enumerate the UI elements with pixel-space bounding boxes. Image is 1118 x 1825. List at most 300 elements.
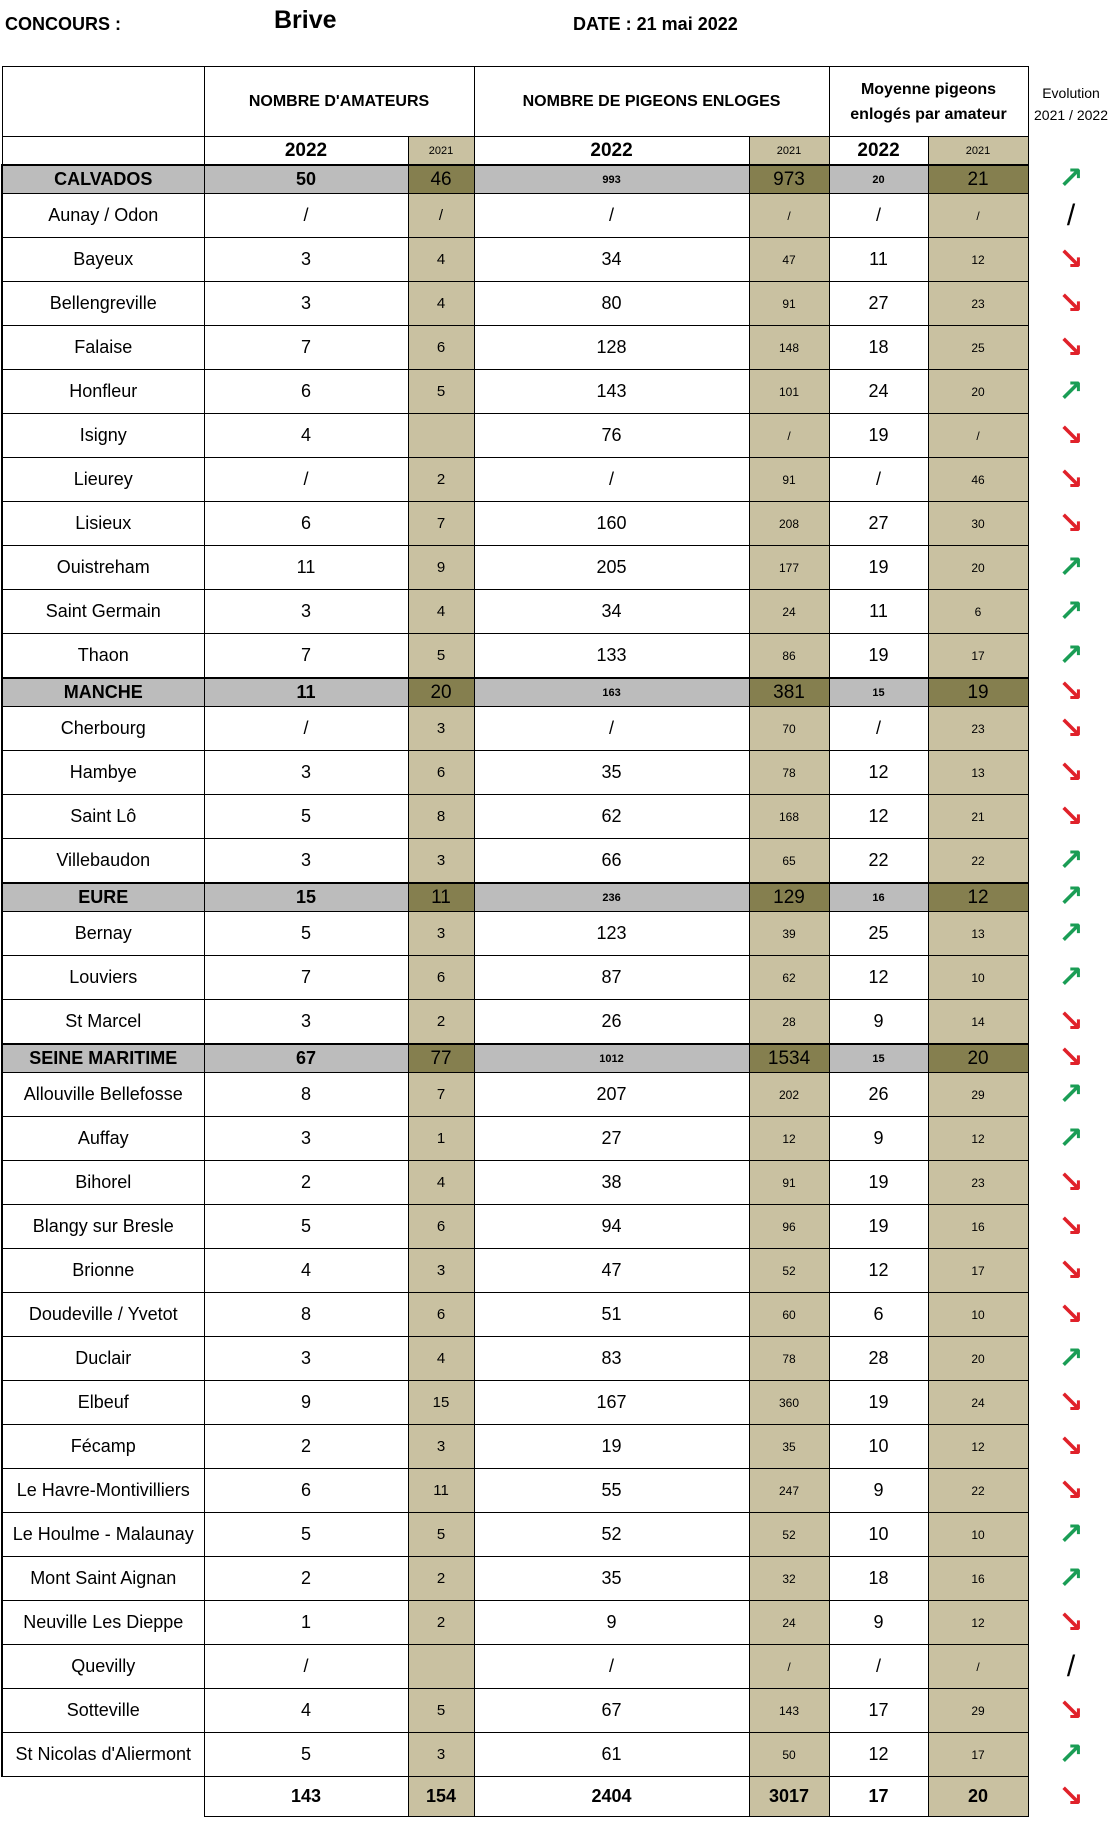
cell-amateurs-2022: 7	[204, 956, 408, 1000]
table-row	[2, 370, 1028, 414]
cell-name: Sotteville	[2, 1689, 204, 1733]
cell-name: Ouistreham	[2, 546, 204, 590]
cell-moyenne-2022: 12	[829, 1249, 928, 1293]
table-row	[2, 502, 1028, 546]
cell-moyenne-2021: 20	[928, 1044, 1028, 1073]
cell-name: Le Houlme - Malaunay	[2, 1513, 204, 1557]
cell-pigeons-2021: 52	[749, 1249, 829, 1293]
arrow-down-right-icon: ↘	[1058, 418, 1084, 452]
arrow-up-right-icon: ↗	[1058, 1077, 1084, 1111]
cell-moyenne-2022: 19	[829, 1381, 928, 1425]
table-row	[2, 634, 1028, 679]
cell-amateurs-2021: 46	[408, 165, 474, 194]
cell-moyenne-2022: /	[829, 707, 928, 751]
header-moyenne-line1: Moyenne pigeons	[860, 80, 997, 98]
cell-pigeons-2021: 208	[749, 502, 829, 546]
cell-amateurs-2022: 6	[204, 1469, 408, 1513]
cell-name: Falaise	[2, 326, 204, 370]
cell-amateurs-2022: 11	[204, 546, 408, 590]
cell-amateurs-2022: 4	[204, 1689, 408, 1733]
cell-moyenne-2022: 18	[829, 326, 928, 370]
cell-name: Saint Germain	[2, 590, 204, 634]
year-header-row	[2, 137, 1028, 166]
cell-name: Bayeux	[2, 238, 204, 282]
cell-pigeons-2022: 128	[474, 326, 749, 370]
cell-name: Quevilly	[2, 1645, 204, 1689]
cell-moyenne-2022: 22	[829, 839, 928, 884]
arrow-up-right-icon: ↗	[1058, 1341, 1084, 1375]
arrow-down-right-icon: ↘	[1058, 711, 1084, 745]
cell-pigeons-2021: 52	[749, 1513, 829, 1557]
arrow-up-right-icon: ↗	[1058, 550, 1084, 584]
group-row	[2, 1044, 1028, 1073]
cell-moyenne-2022: 28	[829, 1337, 928, 1381]
cell-amateurs-2021: 4	[408, 1337, 474, 1381]
cell-moyenne-2021: 6	[928, 590, 1028, 634]
table-row	[2, 1337, 1028, 1381]
cell-amateurs-2021	[408, 414, 474, 458]
arrow-up-right-icon: ↗	[1058, 638, 1084, 672]
arrow-down-right-icon: ↘	[1058, 675, 1084, 708]
cell-pigeons-2021: 78	[749, 751, 829, 795]
cell-amateurs-2021: 7	[408, 502, 474, 546]
cell-amateurs-2022: 9	[204, 1381, 408, 1425]
cell-pigeons-2022: 1012	[474, 1044, 749, 1073]
cell-name: Duclair	[2, 1337, 204, 1381]
cell-name: Bihorel	[2, 1161, 204, 1205]
table-row	[2, 1425, 1028, 1469]
cell-pigeons-2021: 973	[749, 165, 829, 194]
table-row	[2, 1073, 1028, 1117]
cell-amateurs-2022: 4	[204, 1249, 408, 1293]
cell-name: Hambye	[2, 751, 204, 795]
arrow-down-right-icon: ↘	[1058, 1385, 1084, 1419]
table-row	[2, 1117, 1028, 1161]
cell-moyenne-2021: 23	[928, 282, 1028, 326]
arrow-down-right-icon: ↘	[1058, 462, 1084, 496]
cell-pigeons-2022: 27	[474, 1117, 749, 1161]
concours-label: CONCOURS :	[5, 14, 121, 34]
cell-moyenne-2022: 10	[829, 1513, 928, 1557]
cell-amateurs-2021: 6	[408, 1293, 474, 1337]
cell-amateurs-2022: 7	[204, 326, 408, 370]
table-row	[2, 282, 1028, 326]
table-row	[2, 839, 1028, 884]
arrow-up-right-icon: ↗	[1058, 594, 1084, 628]
cell-amateurs-2022: 3	[204, 751, 408, 795]
cell-moyenne-2021: 14	[928, 1000, 1028, 1045]
cell-moyenne-2021: /	[928, 1645, 1028, 1689]
cell-amateurs-2021: 4	[408, 590, 474, 634]
cell-pigeons-2021: 78	[749, 1337, 829, 1381]
cell-pigeons-2021: 143	[749, 1689, 829, 1733]
cell-name: Lieurey	[2, 458, 204, 502]
cell-pigeons-2021: 148	[749, 326, 829, 370]
cell-amateurs-2021: /	[408, 194, 474, 238]
cell-amateurs-2022: 67	[204, 1044, 408, 1073]
cell-moyenne-2021: 20	[928, 1337, 1028, 1381]
cell-pigeons-2022: 2404	[474, 1777, 749, 1817]
arrow-up-right-icon: ↗	[1058, 916, 1084, 950]
evolution-column	[1024, 0, 1118, 1825]
cell-name: Bernay	[2, 912, 204, 956]
cell-name: Aunay / Odon	[2, 194, 204, 238]
cell-amateurs-2022: 2	[204, 1557, 408, 1601]
cell-amateurs-2021: 6	[408, 326, 474, 370]
arrow-down-right-icon: ↘	[1058, 242, 1084, 276]
cell-name: Thaon	[2, 634, 204, 679]
cell-name: Mont Saint Aignan	[2, 1557, 204, 1601]
cell-moyenne-2022: 19	[829, 1205, 928, 1249]
table-row	[2, 458, 1028, 502]
cell-name: EURE	[2, 883, 204, 912]
cell-name: MANCHE	[2, 678, 204, 707]
cell-amateurs-2022: 3	[204, 1117, 408, 1161]
cell-pigeons-2022: /	[474, 1645, 749, 1689]
arrow-down-right-icon: ↘	[1058, 1253, 1084, 1287]
cell-pigeons-2021: 177	[749, 546, 829, 590]
arrow-up-right-icon: ↗	[1058, 960, 1084, 994]
arrow-down-right-icon: ↘	[1058, 755, 1084, 789]
arrow-down-right-icon: ↘	[1058, 1041, 1084, 1074]
cell-pigeons-2021: 96	[749, 1205, 829, 1249]
table-row	[2, 1645, 1028, 1689]
cell-name: Lisieux	[2, 502, 204, 546]
cell-moyenne-2022: 17	[829, 1777, 928, 1817]
year-amateurs-2021: 2021	[408, 137, 474, 166]
table-row	[2, 238, 1028, 282]
total-row	[2, 1777, 1028, 1817]
cell-amateurs-2022: 6	[204, 370, 408, 414]
cell-amateurs-2021: 11	[408, 1469, 474, 1513]
cell-amateurs-2022: 11	[204, 678, 408, 707]
arrow-down-right-icon: ↘	[1058, 1693, 1084, 1727]
cell-moyenne-2022: 9	[829, 1469, 928, 1513]
cell-amateurs-2021: 4	[408, 282, 474, 326]
cell-amateurs-2021: 5	[408, 370, 474, 414]
cell-pigeons-2022: /	[474, 194, 749, 238]
header-pigeons: NOMBRE DE PIGEONS ENLOGES	[474, 67, 829, 137]
year-moyenne-2021: 2021	[928, 137, 1028, 166]
cell-amateurs-2021: 154	[408, 1777, 474, 1817]
table-row	[2, 1733, 1028, 1777]
arrow-down-right-icon: ↘	[1058, 1165, 1084, 1199]
cell-pigeons-2022: 236	[474, 883, 749, 912]
cell-name: CALVADOS	[2, 165, 204, 194]
cell-moyenne-2022: 15	[829, 678, 928, 707]
cell-amateurs-2021: 2	[408, 1000, 474, 1045]
cell-amateurs-2022: 3	[204, 590, 408, 634]
arrow-down-right-icon: ↘	[1058, 1605, 1084, 1639]
cell-name: Honfleur	[2, 370, 204, 414]
cell-amateurs-2022: 50	[204, 165, 408, 194]
cell-pigeons-2022: 993	[474, 165, 749, 194]
cell-amateurs-2022: 3	[204, 282, 408, 326]
cell-amateurs-2022: 3	[204, 839, 408, 884]
cell-amateurs-2021: 2	[408, 1601, 474, 1645]
cell-name: Saint Lô	[2, 795, 204, 839]
cell-pigeons-2022: 207	[474, 1073, 749, 1117]
arrow-down-right-icon: ↘	[1058, 1429, 1084, 1463]
cell-amateurs-2021: 6	[408, 956, 474, 1000]
cell-moyenne-2021: 29	[928, 1073, 1028, 1117]
cell-moyenne-2021: 21	[928, 165, 1028, 194]
cell-name: St Nicolas d'Aliermont	[2, 1733, 204, 1777]
year-blank	[2, 137, 204, 166]
cell-pigeons-2021: 247	[749, 1469, 829, 1513]
cell-pigeons-2022: 35	[474, 751, 749, 795]
cell-moyenne-2021: 20	[928, 546, 1028, 590]
cell-pigeons-2022: 67	[474, 1689, 749, 1733]
cell-moyenne-2022: 17	[829, 1689, 928, 1733]
concours-value: Brive	[274, 6, 337, 34]
cell-moyenne-2021: 12	[928, 1601, 1028, 1645]
cell-moyenne-2021: 17	[928, 1733, 1028, 1777]
cell-moyenne-2022: 16	[829, 883, 928, 912]
table-row	[2, 546, 1028, 590]
cell-pigeons-2021: 168	[749, 795, 829, 839]
cell-moyenne-2022: 11	[829, 238, 928, 282]
cell-pigeons-2022: 19	[474, 1425, 749, 1469]
cell-pigeons-2022: /	[474, 707, 749, 751]
table-row	[2, 1469, 1028, 1513]
arrow-up-right-icon: ↗	[1058, 1517, 1084, 1551]
group-row	[2, 678, 1028, 707]
cell-amateurs-2022: 2	[204, 1425, 408, 1469]
cell-pigeons-2021: 35	[749, 1425, 829, 1469]
cell-moyenne-2022: 15	[829, 1044, 928, 1073]
table-row	[2, 1293, 1028, 1337]
cell-moyenne-2021: 25	[928, 326, 1028, 370]
cell-name: Fécamp	[2, 1425, 204, 1469]
arrow-up-right-icon: ↗	[1058, 843, 1084, 877]
cell-pigeons-2022: 167	[474, 1381, 749, 1425]
cell-moyenne-2021: 13	[928, 912, 1028, 956]
cell-amateurs-2022: 5	[204, 1205, 408, 1249]
cell-pigeons-2022: 38	[474, 1161, 749, 1205]
table-row	[2, 1205, 1028, 1249]
cell-amateurs-2021: 3	[408, 1733, 474, 1777]
results-table	[1, 66, 1029, 1817]
cell-moyenne-2021: 22	[928, 1469, 1028, 1513]
cell-pigeons-2021: 24	[749, 1601, 829, 1645]
cell-moyenne-2022: 27	[829, 282, 928, 326]
evolution-header-line1: Evolution	[1042, 85, 1100, 101]
cell-pigeons-2022: 163	[474, 678, 749, 707]
cell-amateurs-2022: /	[204, 458, 408, 502]
year-amateurs-2022: 2022	[204, 137, 408, 166]
cell-moyenne-2022: 12	[829, 1733, 928, 1777]
cell-name: Auffay	[2, 1117, 204, 1161]
cell-amateurs-2021: 5	[408, 634, 474, 679]
cell-moyenne-2022: 12	[829, 751, 928, 795]
cell-moyenne-2022: 9	[829, 1117, 928, 1161]
cell-amateurs-2021: 5	[408, 1513, 474, 1557]
cell-amateurs-2021: 3	[408, 707, 474, 751]
cell-amateurs-2022: /	[204, 707, 408, 751]
cell-amateurs-2021: 2	[408, 458, 474, 502]
cell-name: Isigny	[2, 414, 204, 458]
cell-moyenne-2021: 12	[928, 883, 1028, 912]
cell-name: Blangy sur Bresle	[2, 1205, 204, 1249]
cell-pigeons-2021: 91	[749, 458, 829, 502]
cell-moyenne-2021: 24	[928, 1381, 1028, 1425]
cell-name: Allouville Bellefosse	[2, 1073, 204, 1117]
cell-moyenne-2021: 10	[928, 1513, 1028, 1557]
cell-name: Doudeville / Yvetot	[2, 1293, 204, 1337]
cell-pigeons-2021: 202	[749, 1073, 829, 1117]
cell-name: St Marcel	[2, 1000, 204, 1045]
cell-name: Louviers	[2, 956, 204, 1000]
cell-amateurs-2021: 20	[408, 678, 474, 707]
arrow-up-right-icon: ↗	[1058, 162, 1084, 195]
cell-pigeons-2021: 381	[749, 678, 829, 707]
cell-moyenne-2021: 12	[928, 1425, 1028, 1469]
cell-moyenne-2022: 26	[829, 1073, 928, 1117]
header-moyenne-line2: enlogés par amateur	[850, 105, 1007, 123]
cell-amateurs-2022: 6	[204, 502, 408, 546]
cell-amateurs-2021: 8	[408, 795, 474, 839]
cell-moyenne-2022: 25	[829, 912, 928, 956]
cell-amateurs-2022: 4	[204, 414, 408, 458]
group-row	[2, 165, 1028, 194]
cell-amateurs-2021: 11	[408, 883, 474, 912]
header-amateurs: NOMBRE D'AMATEURS	[204, 67, 474, 137]
cell-moyenne-2021: 17	[928, 1249, 1028, 1293]
cell-pigeons-2022: 133	[474, 634, 749, 679]
cell-moyenne-2022: 11	[829, 590, 928, 634]
cell-amateurs-2022: 5	[204, 912, 408, 956]
cell-moyenne-2022: 19	[829, 634, 928, 679]
cell-pigeons-2021: 86	[749, 634, 829, 679]
cell-pigeons-2021: 360	[749, 1381, 829, 1425]
cell-moyenne-2021: 16	[928, 1557, 1028, 1601]
cell-amateurs-2022: 3	[204, 1000, 408, 1045]
cell-moyenne-2022: 24	[829, 370, 928, 414]
cell-moyenne-2021: 46	[928, 458, 1028, 502]
arrow-down-right-icon: ↘	[1058, 1473, 1084, 1507]
cell-name: Bellengreville	[2, 282, 204, 326]
cell-pigeons-2021: 32	[749, 1557, 829, 1601]
table-row	[2, 707, 1028, 751]
cell-pigeons-2022: 35	[474, 1557, 749, 1601]
cell-amateurs-2021: 7	[408, 1073, 474, 1117]
table-row	[2, 795, 1028, 839]
cell-pigeons-2022: 62	[474, 795, 749, 839]
table-row	[2, 414, 1028, 458]
table-row	[2, 956, 1028, 1000]
cell-pigeons-2022: 26	[474, 1000, 749, 1045]
cell-moyenne-2022: 10	[829, 1425, 928, 1469]
cell-moyenne-2022: /	[829, 1645, 928, 1689]
cell-name: SEINE MARITIME	[2, 1044, 204, 1073]
arrow-down-right-icon: ↘	[1058, 330, 1084, 364]
cell-moyenne-2021: 30	[928, 502, 1028, 546]
cell-moyenne-2022: /	[829, 458, 928, 502]
cell-pigeons-2022: 34	[474, 238, 749, 282]
cell-pigeons-2022: 83	[474, 1337, 749, 1381]
cell-moyenne-2022: 9	[829, 1000, 928, 1045]
cell-amateurs-2022: 2	[204, 1161, 408, 1205]
cell-moyenne-2021: 29	[928, 1689, 1028, 1733]
cell-name: Cherbourg	[2, 707, 204, 751]
table-row	[2, 912, 1028, 956]
year-moyenne-2022: 2022	[829, 137, 928, 166]
cell-pigeons-2022: 160	[474, 502, 749, 546]
cell-pigeons-2021: /	[749, 1645, 829, 1689]
cell-moyenne-2021: 13	[928, 751, 1028, 795]
cell-pigeons-2022: 123	[474, 912, 749, 956]
cell-pigeons-2021: 91	[749, 282, 829, 326]
cell-pigeons-2022: 87	[474, 956, 749, 1000]
cell-moyenne-2022: /	[829, 194, 928, 238]
cell-amateurs-2021: 3	[408, 839, 474, 884]
cell-moyenne-2021: 10	[928, 1293, 1028, 1337]
cell-moyenne-2021: 16	[928, 1205, 1028, 1249]
cell-name: Villebaudon	[2, 839, 204, 884]
column-header-row	[2, 67, 1028, 137]
arrow-down-right-icon: ↘	[1058, 286, 1084, 320]
cell-amateurs-2021: 1	[408, 1117, 474, 1161]
cell-pigeons-2022: 47	[474, 1249, 749, 1293]
arrow-down-right-icon: ↘	[1058, 1004, 1084, 1038]
cell-amateurs-2021: 9	[408, 546, 474, 590]
table-row	[2, 1000, 1028, 1045]
arrow-up-right-icon: ↗	[1058, 880, 1084, 913]
date-label: DATE : 21 mai 2022	[573, 14, 738, 34]
table-row	[2, 1249, 1028, 1293]
cell-pigeons-2021: 65	[749, 839, 829, 884]
cell-amateurs-2021: 15	[408, 1381, 474, 1425]
header-blank	[2, 67, 204, 137]
cell-pigeons-2022: 61	[474, 1733, 749, 1777]
cell-moyenne-2021: 22	[928, 839, 1028, 884]
cell-moyenne-2022: 19	[829, 414, 928, 458]
cell-pigeons-2021: 101	[749, 370, 829, 414]
arrow-up-right-icon: ↗	[1058, 1737, 1084, 1771]
table-row	[2, 1601, 1028, 1645]
cell-pigeons-2021: 39	[749, 912, 829, 956]
cell-moyenne-2021: /	[928, 414, 1028, 458]
cell-pigeons-2022: 80	[474, 282, 749, 326]
cell-pigeons-2022: 34	[474, 590, 749, 634]
cell-amateurs-2022: 5	[204, 795, 408, 839]
cell-pigeons-2022: 143	[474, 370, 749, 414]
year-pigeons-2021: 2021	[749, 137, 829, 166]
cell-pigeons-2021: 91	[749, 1161, 829, 1205]
cell-pigeons-2022: 76	[474, 414, 749, 458]
cell-pigeons-2021: 60	[749, 1293, 829, 1337]
cell-moyenne-2022: 19	[829, 1161, 928, 1205]
slash-icon: /	[1066, 1649, 1076, 1683]
arrow-down-right-icon: ↘	[1058, 1297, 1084, 1331]
cell-moyenne-2022: 20	[829, 165, 928, 194]
cell-amateurs-2021: 2	[408, 1557, 474, 1601]
cell-amateurs-2021: 3	[408, 1249, 474, 1293]
cell-pigeons-2022: 205	[474, 546, 749, 590]
cell-amateurs-2021: 77	[408, 1044, 474, 1073]
cell-moyenne-2022: 19	[829, 546, 928, 590]
table-row	[2, 1161, 1028, 1205]
cell-amateurs-2021	[408, 1645, 474, 1689]
cell-amateurs-2022: 8	[204, 1073, 408, 1117]
cell-amateurs-2021: 3	[408, 912, 474, 956]
cell-amateurs-2021: 5	[408, 1689, 474, 1733]
table-row	[2, 1689, 1028, 1733]
cell-amateurs-2022: /	[204, 1645, 408, 1689]
cell-name: Elbeuf	[2, 1381, 204, 1425]
arrow-down-right-icon: ↘	[1058, 1209, 1084, 1243]
